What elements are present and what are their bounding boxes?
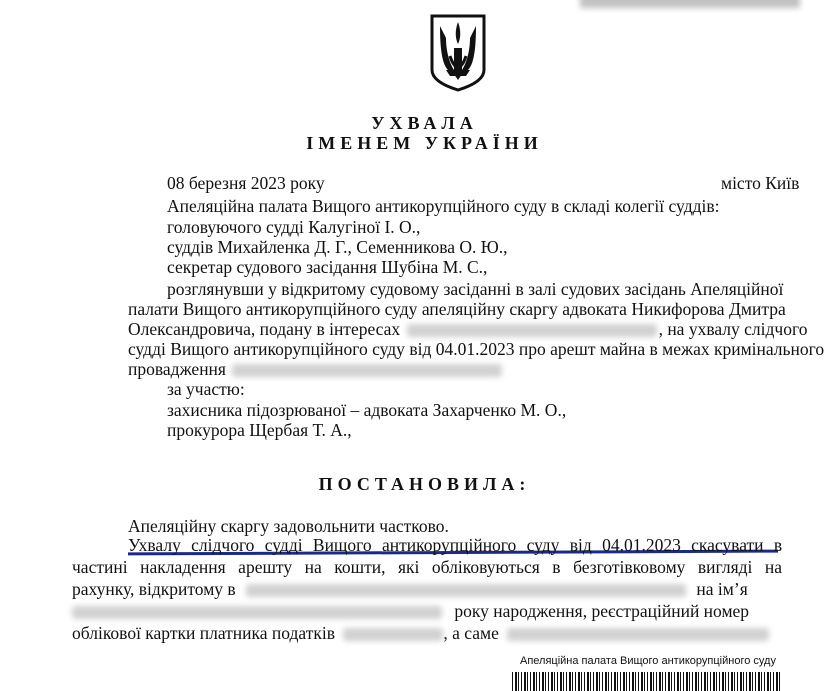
ruling-line-6: облікової картки платника податків , а саме — [72, 623, 769, 643]
ruling-heading: ПОСТАНОВИЛА: — [318, 474, 531, 494]
redacted-case-number — [232, 364, 502, 377]
footer-stamp-label: Апеляційна палата Вищого антикорупційного суду — [520, 655, 776, 667]
document-title: УХВАЛА — [371, 113, 478, 133]
redacted-account — [246, 584, 686, 597]
barcode — [512, 672, 782, 691]
intro-line-4: секретар судового засідання Шубіна М. С., — [167, 257, 488, 277]
review-line-3: Олександровича, подану в інтересах , на ухвалу слідчого — [128, 319, 808, 339]
redacted-tax-number — [343, 628, 443, 641]
review-line-1: розглянувши у відкритому судовому засіданні в залі судових засідань Апеляційної — [167, 279, 784, 299]
redacted-person — [72, 606, 442, 619]
participant-defender: захисника підозрюваної – адвоката Захарченко М. О., — [167, 400, 567, 420]
top-redacted-text — [580, 0, 800, 8]
intro-line-1: Апеляційна палата Вищого антикорупційного суду в складі колегії суддів: — [167, 196, 720, 216]
redacted-name — [407, 324, 657, 337]
trident-emblem-icon — [428, 12, 488, 92]
ruling-line-2: Ухвалу слідчого судді Вищого антикорупційного суду від 04.01.2023 скасувати в — [128, 535, 783, 555]
redacted-details — [507, 628, 769, 641]
document-city: місто Київ — [721, 173, 800, 193]
intro-line-2: головуючого судді Калугіної І. О., — [167, 217, 421, 237]
review-line-4: судді Вищого антикорупційного суду від 04.01.2023 про арешт майна в межах кримінального — [128, 339, 825, 359]
review-line-2: палати Вищого антикорупційного суду апеляційну скаргу адвоката Никифорова Дмитра — [128, 299, 786, 319]
ruling-line-3: частині накладення арешту на кошти, які обліковуються в безготівковому вигляді на — [72, 557, 783, 577]
document-subtitle: ІМЕНЕМ УКРАЇНИ — [306, 133, 543, 153]
intro-line-3: суддів Михайленка Д. Г., Семенникова О. Ю., — [167, 237, 508, 257]
document-date: 08 березня 2023 року — [167, 173, 325, 193]
ruling-line-1: Апеляційну скаргу задовольнити частково. — [128, 516, 449, 536]
participant-prosecutor: прокурора Щербая Т. А., — [167, 420, 352, 440]
ruling-line-4: рахунку, відкритому в на ім’я — [72, 579, 748, 599]
ruling-line-5: року народження, реєстраційний номер — [72, 601, 749, 621]
review-line-5: провадження — [128, 359, 502, 379]
participants-label: за участю: — [167, 379, 245, 399]
